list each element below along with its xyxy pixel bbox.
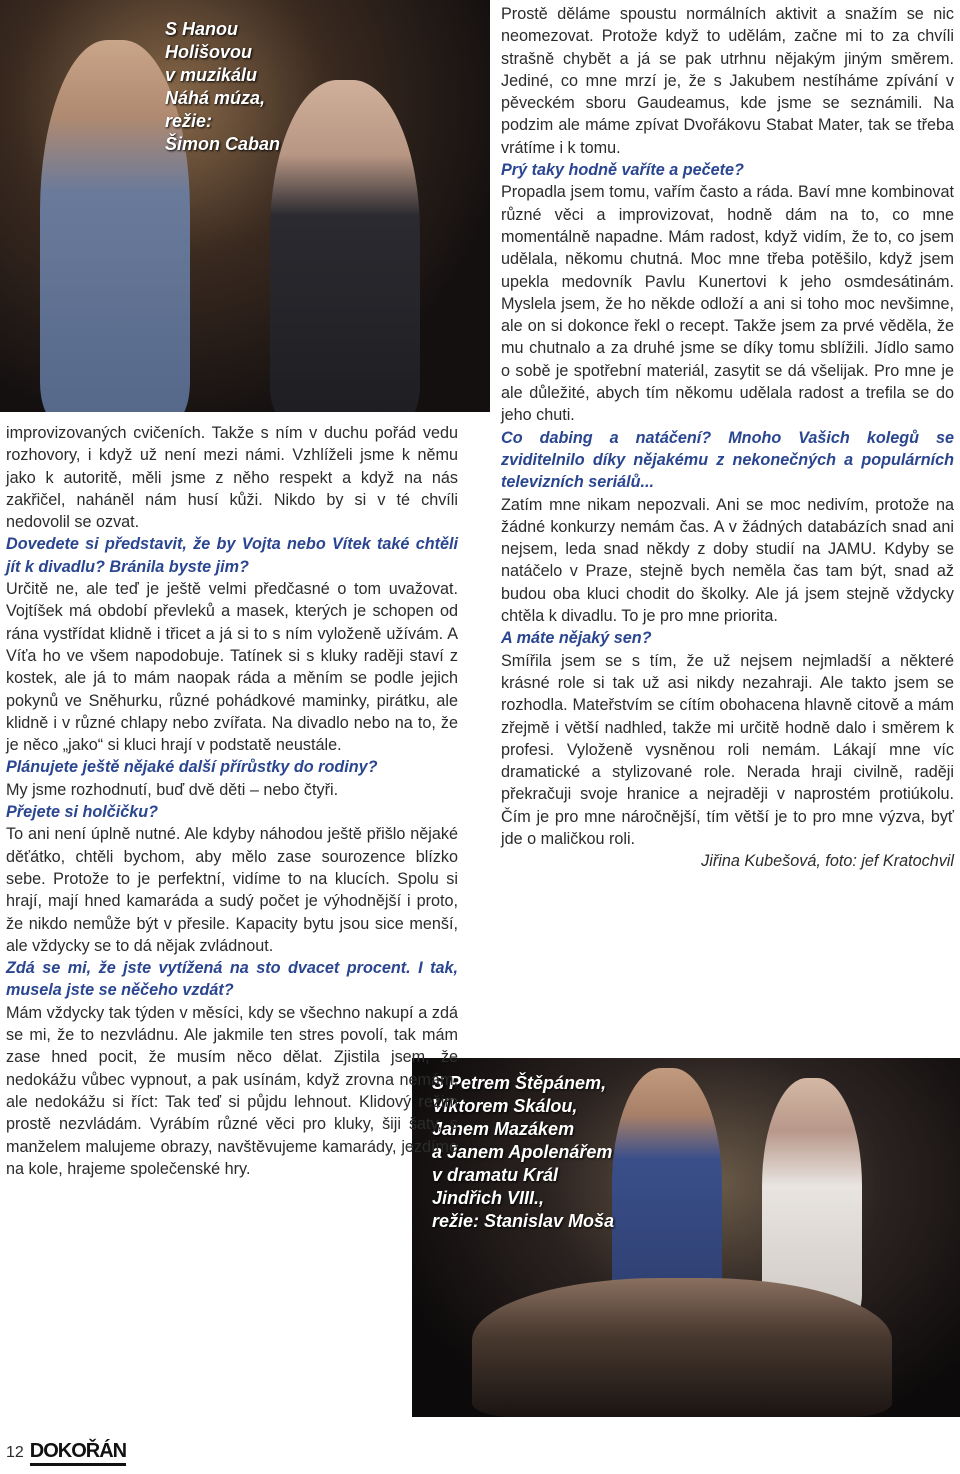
interview-question: Dovedete si představit, že by Vojta nebo Vítek také chtěli jít k divadlu? Bránila byste jim? (6, 535, 458, 576)
caption-line: Jindřich VIII., (432, 1188, 545, 1208)
page-number: 12 (6, 1444, 24, 1461)
paragraph: Zatím mne nikam nepozvali. Ani se moc nedivím, protože na žádné konkurzy nemám čas. A v žádných databázích snad ani nejsem, leda snad někdy z doby studií na JAMU. Kdyby se natáčelo v Praze, stejně bych neměla čas tam být, snad až budou oba kluci chodit do školky. Ale já jsem stejně vždycky chtěla k divadlu. To je pro mne priorita. (501, 495, 954, 626)
caption-line: Janem Mazákem (432, 1119, 575, 1139)
photo-caption-bottom (432, 1072, 614, 1233)
magazine-logo: DOKOŘÁN (30, 1440, 126, 1466)
paragraph: My jsme rozhodnutí, buď dvě děti – nebo čtyři. (6, 780, 339, 799)
paragraph: improvizovaných cvičeních. Takže s ním v duchu pořád vedu rozhovory, i když už není mezi námi. Vzhlíželi jsme k němu jako k autoritě, měli jsme z něho respekt a když na nás zakřičel, naháněl nám husí kůži. Nikdo by si v té chvíli nedovolil se ozvat. (6, 424, 458, 532)
caption-line: režie: (165, 111, 213, 131)
interview-question: Přejete si holčičku? (6, 803, 159, 822)
caption-line: v muzikálu (165, 65, 258, 85)
caption-line: Viktorem Skálou, (432, 1096, 578, 1116)
paragraph: Smířila jsem se s tím, že už nejsem nejmladší a některé krásné role si tak už asi nikdy nezahraji. Ale takto jsem se rozhodla. Mateřstvím se cítím obohacena hlavně citově a mám zřejmě i větší nadhled, takže mi určitě hodně dalo i směrem k profesi. Vyloženě vysněnou roli nemám. Lákají mne víc dramatické a stylizované role. Nerada hraji civilně, raději překračuji svoje hranice a nejraději v naprostém protiúkolu. Čím je pro mne náročnější, tím větší je to pro mne výzva, byť jde o maličkou roli. (501, 651, 954, 848)
photo-caption-top (165, 18, 280, 156)
interview-question: Zdá se mi, že jste vytížená na sto dvacet procent. I tak, musela jste se něčeho vzdát? (6, 959, 458, 1000)
caption-line: v dramatu Král (432, 1165, 559, 1185)
caption-line: režie: Stanislav Moša (432, 1211, 615, 1231)
photo-drama (412, 1058, 960, 1417)
caption-line: Holišovou (165, 42, 253, 62)
caption-line: a Janem Apolenářem (432, 1142, 613, 1162)
article-column-left (6, 422, 458, 1180)
actors-group-figure (472, 1278, 892, 1417)
paragraph: Mám vždycky tak týden v měsíci, kdy se všechno nakupí a zdá se mi, že to nezvládnu. Ale jakmile ten stres povolí, tak mám zase hned pocit, že musím něco dělat. Zjistila jsem, že nedokážu vůbec vypnout, a pak usínám, když zrovna nemám, ale nedokážu si říct: Tak teď si půjdu lehnout. Klidový režim prostě nezvládám. Vyrábím různé věci pro kluky, šiji šaty, s manželem malujeme obrazy, navštěvujeme kamarády, jezdíme na kole, hrajeme společenské hry. (6, 1003, 458, 1178)
caption-line: S Petrem Štěpánem, (432, 1073, 607, 1093)
author-credit: Jiřina Kubešová, foto: jef Kratochvil (701, 852, 954, 871)
paragraph: Prostě děláme spoustu normálních aktivit a snažím se nic neomezovat. Protože když to udělám, začne mi to za chvíli strašně chybět a já se pak utrhnu nějakým jiným směrem. Jediné, co mne mrzí je, že s Jakubem nestíháme zpívání v pěveckém sboru Gaudeamus, kde jsme se seznámili. Na podzim ale máme zpívat Dvořákovu Stabat Mater, tak se třeba vrátíme i k tomu. (501, 5, 954, 157)
paragraph: Určitě ne, ale teď je ještě velmi předčasné o tom uvažovat. Vojtíšek má období převleků a masek, kterých je schopen od rána vystřídat klidně i třicet a já si to s ním vyloženě užívám. A Víťa ho ve všem napodobuje. Tatínek si s kluky raději staví z kostek, ale já to mám naopak ráda a měním se podle jejich pokynů ve Sněhurku, různé pohádkové maminky, pirátku, ale klidně i v různé chlapy nebo zvířata. Na divadlo nebo na to, že je něco „jako“ si kluci hrají v podstatě neustále. (6, 580, 458, 755)
article-column-right (501, 3, 954, 873)
caption-line: S Hanou (165, 19, 239, 39)
caption-line: Šimon Caban (165, 134, 281, 154)
page-footer (6, 1438, 126, 1468)
interview-question: A máte nějaký sen? (501, 629, 652, 648)
interview-question: Co dabing a natáčení? Mnoho Vašich kolegů se zviditelnilo díky nějakému z nekonečných a populárních televizních seriálů... (501, 428, 954, 492)
actress-right-figure (270, 80, 420, 412)
paragraph: Propadla jsem tomu, vařím často a ráda. Baví mne kombinovat různé věci a improvizovat, hodně dám na to, co mne momentálně napadne. Mám radost, když vidím, že to, co jsem udělala, někomu chutná. Moc mne třeba potěšilo, když jsem upekla medovník Pavlu Kunertovi k jeho osmdesátinám. Myslela jsem, že ho někde odloží a ani si toho moc nevšimne, ale on si dokonce řekl o recept. Takže jsem za prvé věděla, že mu chutnalo a za druhé jsme se díky tomu sblížili. Jídlo samo o sobě je spotřební materiál, zasytit se dá všelijak. Pro mne je ale důležité, abych tím někomu udělala radost a trefila se do jeho chuti. (501, 183, 954, 425)
interview-question: Prý taky hodně vaříte a pečete? (501, 161, 744, 180)
caption-line: Náhá múza, (165, 88, 266, 108)
paragraph: To ani není úplně nutné. Ale kdyby náhodou ještě přišlo nějaké děťátko, chtěli bychom, aby mělo zase sourozence blízko sebe. Protože to je perfektní, vidíme to na klucích. Spolu si hrají, mají hned kamaráda a sudý počet je výhodnější i proto, že nikdo nemůže být v přesile. Kapacity bytu jsou sice menší, ale vždycky se to dá nějak zvládnout. (6, 825, 458, 955)
photo-musical (0, 0, 490, 412)
interview-question: Plánujete ještě nějaké další přírůstky do rodiny? (6, 758, 378, 777)
